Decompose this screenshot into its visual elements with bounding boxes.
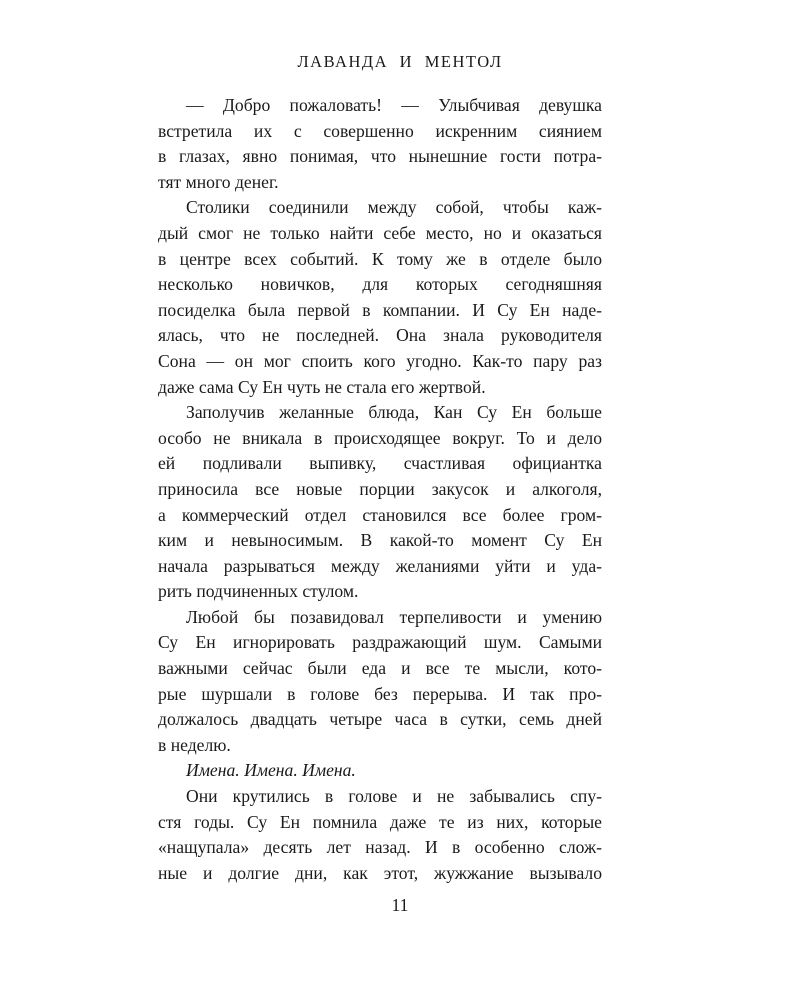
text-line: посиделка была первой в компании. И Су Ен наде- (158, 299, 602, 320)
text-line: рые шуршали в голове без перерыва. И так про- (158, 683, 602, 704)
text-line: в центре всех событий. К тому же в отделе было (158, 248, 602, 269)
text-line: — Добро пожаловать! — Улыбчивая девушка (186, 95, 602, 115)
text-line: дый смог не только найти себе место, но и оказаться (158, 222, 602, 243)
text-line: а коммерческий отдел становился все более гром- (158, 504, 602, 525)
text-line: даже сама Су Ен чуть не стала его жертвой. (158, 376, 486, 397)
text-line: начала разрываться между желаниями уйти и уда- (158, 555, 602, 576)
text-line: несколько новичков, для которых сегодняшняя (158, 274, 602, 295)
text-line: приносила все новые порции закусок и алкоголя, (158, 478, 602, 499)
text-line: ким и невыносимым. В какой-то момент Су Ен (158, 530, 602, 551)
text-line: Столики соединили между собой, чтобы каж- (186, 197, 602, 218)
body-text (158, 93, 602, 886)
text-line: встретила их с совершенно искренним сиянием (158, 120, 602, 141)
text-line: ные и долгие дни, как этот, жужжание вызывало (158, 862, 602, 883)
text-line: ей подливали выпивку, счастливая официантка (158, 453, 602, 474)
text-line-italic: Имена. Имена. Имена. (186, 760, 356, 781)
text-line: важными сейчас были еда и все те мысли, кото- (158, 658, 602, 679)
text-line: в неделю. (158, 734, 231, 755)
text-line: тят много денег. (158, 171, 279, 192)
text-line: особо не вникала в происходящее вокруг. То и делo (158, 427, 602, 448)
text-line: Заполучив желанные блюда, Кан Су Ен больше (186, 402, 602, 423)
running-head: ЛАВАНДА И МЕНТОЛ (297, 52, 503, 71)
text-line: в глазах, явно понимая, что нынешние гости потра- (158, 146, 602, 167)
text-line: Сона — он мог споить кого угодно. Как-то пару раз (158, 350, 602, 371)
text-line: должалось двадцать четыре часа в сутки, семь дней (158, 709, 602, 730)
text-line: стя годы. Су Ен помнила даже те из них, которые (158, 811, 602, 832)
text-line: ялась, что не последней. Она знала руководителя (158, 325, 602, 346)
page-number: 11 (391, 895, 409, 915)
text-line: «нащупала» десять лет назад. И в особенно слож- (158, 837, 602, 858)
text-line: Они крутились в голове и не забывались спу- (186, 786, 602, 807)
text-line: Любой бы позавидовал терпеливости и умению (186, 606, 602, 627)
text-line: рить подчиненных стулом. (158, 581, 359, 602)
text-line: Су Ен игнорировать раздражающий шум. Самыми (158, 632, 602, 653)
